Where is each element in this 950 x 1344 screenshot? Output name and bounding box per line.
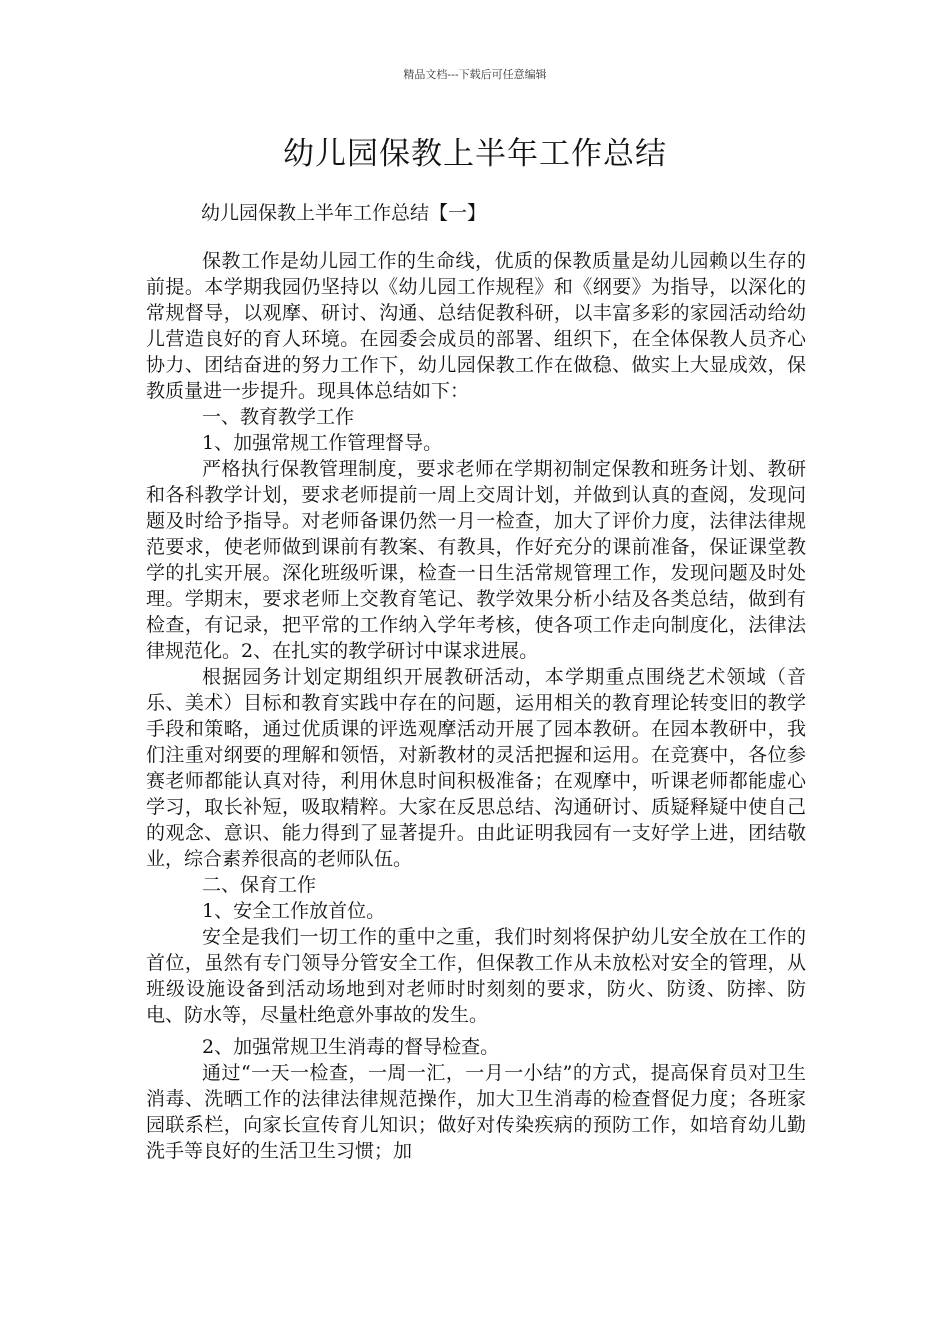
document-title: 幼儿园保教上半年工作总结: [283, 136, 667, 172]
paragraph-teaching-research: 根据园务计划定期组织开展教研活动，本学期重点围绕艺术领域（音乐、美术）目标和教育实践中存在的问题，运用相关的教育理论转变旧的教学手段和策略，通过优质课的评选观摩活动开展了园本教研。在园本教研中，我们注重对纲要的理解和领悟，对新教材的灵活把握和运用。在竞赛中，各位参赛老师都能认真对待，利用休息时间积极准备；在观摩中，听课老师都能虚心学习，取长补短，吸取精粹。大家在反思总结、沟通研讨、质疑释疑中使自己的观念、意识、能力得到了显著提升。由此证明我园有一支好学上进，团结敬业，综合素养很高的老师队伍。: [146, 666, 806, 870]
subheading-routine-supervision: 1、加强常规工作管理督导。: [202, 432, 443, 454]
section-heading-childcare: 二、保育工作: [202, 874, 317, 896]
subheading-safety: 1、安全工作放首位。: [202, 900, 386, 922]
document-subtitle: 幼儿园保教上半年工作总结【一】: [201, 202, 487, 224]
page-header-note: 精品文档---下载后可任意编辑: [403, 68, 547, 81]
paragraph-intro: 保教工作是幼儿园工作的生命线，优质的保教质量是幼儿园赖以生存的前提。本学期我园仍坚持以《幼儿园工作规程》和《纲要》为指导，以深化的常规督导，以观摩、研讨、沟通、总结促教科研，以丰富多彩的家园活动给幼儿营造良好的育人环境。在园委会成员的部署、组织下，在全体保教人员齐心协力、团结奋进的努力工作下，幼儿园保教工作在做稳、做实上大显成效，保教质量进一步提升。现具体总结如下：: [146, 250, 806, 402]
section-heading-education: 一、教育教学工作: [202, 406, 355, 428]
document-body: [146, 248, 806, 1164]
paragraph-routine-supervision: 严格执行保教管理制度，要求老师在学期初制定保教和班务计划、教研和各科教学计划，要求老师提前一周上交周计划，并做到认真的查阅，发现问题及时给予指导。对老师备课仍然一月一检查，加大了评价力度，法律法律规范要求，使老师做到课前有教案、有教具，作好充分的课前准备，保证课堂教学的扎实开展。深化班级听课，检查一日生活常规管理工作，发现问题及时处理。学期末，要求老师上交教育笔记、教学效果分析小结及各类总结，做到有检查，有记录，把平常的工作纳入学年考核，使各项工作走向制度化，法律法律规范化。2、在扎实的教学研讨中谋求进展。: [146, 458, 806, 662]
paragraph-hygiene: 通过“一天一检查，一周一汇，一月一小结”的方式，提高保育员对卫生消毒、洗晒工作的法律法律规范操作，加大卫生消毒的检查督促力度；各班家园联系栏，向家长宣传育儿知识；做好对传染疾病的预防工作，如培育幼儿勤洗手等良好的生活卫生习惯；加: [146, 1062, 806, 1162]
paragraph-safety: 安全是我们一切工作的重中之重，我们时刻将保护幼儿安全放在工作的首位，虽然有专门领导分管安全工作，但保教工作从未放松对安全的管理，从班级设施设备到活动场地到对老师时时刻刻的要求，防火、防烫、防摔、防电、防水等，尽量杜绝意外事故的发生。: [146, 926, 806, 1026]
subheading-hygiene: 2、加强常规卫生消毒的督导检查。: [202, 1036, 500, 1058]
